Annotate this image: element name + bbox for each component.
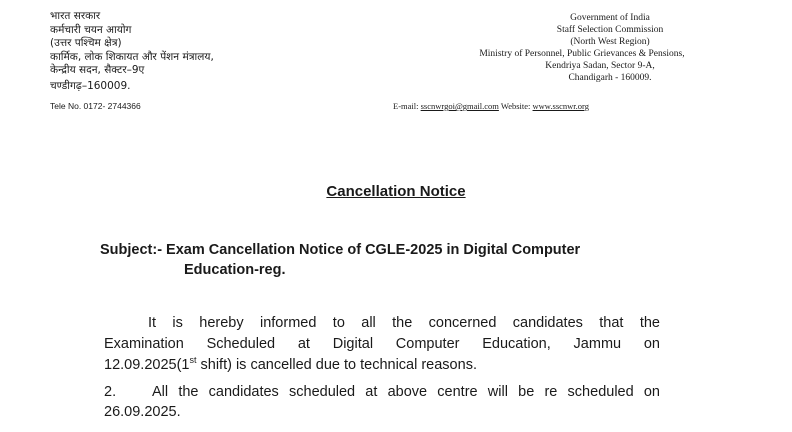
para1-date: 12.09.2025(1 — [104, 357, 190, 373]
header-hindi-commission: कर्मचारी चयन आयोग — [50, 23, 132, 36]
header-hindi-region: (उत्तर पश्चिम क्षेत्र) — [50, 37, 122, 49]
header-hindi-address: केन्द्रीय सदन, सैक्टर–9ए — [50, 64, 145, 76]
para1-line-2: Examination Scheduled at Digital Computer Education, Jammu on — [104, 336, 660, 352]
header-english-address: Kendriya Sadan, Sector 9-A, — [545, 61, 655, 71]
para2-number: 2. — [104, 384, 117, 400]
subject-line-1: Subject:- Exam Cancellation Notice of CGLE-2025 in Digital Computer — [100, 242, 581, 258]
header-english-city: Chandigarh - 160009. — [568, 73, 652, 83]
notice-title: Cancellation Notice — [326, 183, 466, 200]
header-english-commission: Staff Selection Commission — [556, 25, 664, 35]
header-hindi-govt: भारत सरकार — [50, 10, 101, 22]
contact-line — [393, 101, 589, 111]
tele-number: Tele No. 0172- 2744366 — [50, 101, 141, 111]
para1-line-1: It is hereby informed to all the concerned candidates that the — [148, 315, 660, 331]
para2-line-1: All the candidates scheduled at above centre will be re scheduled on — [152, 384, 660, 400]
website-link[interactable]: www.sscnwr.org — [532, 101, 589, 111]
email-link[interactable]: sscnwrgoi@gmail.com — [420, 101, 499, 111]
header-hindi-city: चण्डीगढ़–160009. — [50, 80, 131, 92]
website-label: Website: — [500, 101, 531, 111]
para1-ordinal: st — [189, 355, 197, 366]
subject-line-2: Education-reg. — [184, 262, 286, 278]
para2-line-2: 26.09.2025. — [104, 404, 181, 420]
email-label: E-mail: — [393, 101, 419, 111]
header-english-govt: Government of India — [570, 13, 650, 23]
header-hindi-ministry: कार्मिक, लोक शिकायत और पेंशन मंत्रालय, — [50, 50, 214, 63]
para1-line-3 — [104, 355, 656, 375]
para1-reason: shift) is cancelled due to technical reasons. — [196, 357, 477, 373]
header-english-ministry: Ministry of Personnel, Public Grievances & Pensions, — [479, 49, 685, 59]
header-english-region: (North West Region) — [570, 37, 650, 47]
